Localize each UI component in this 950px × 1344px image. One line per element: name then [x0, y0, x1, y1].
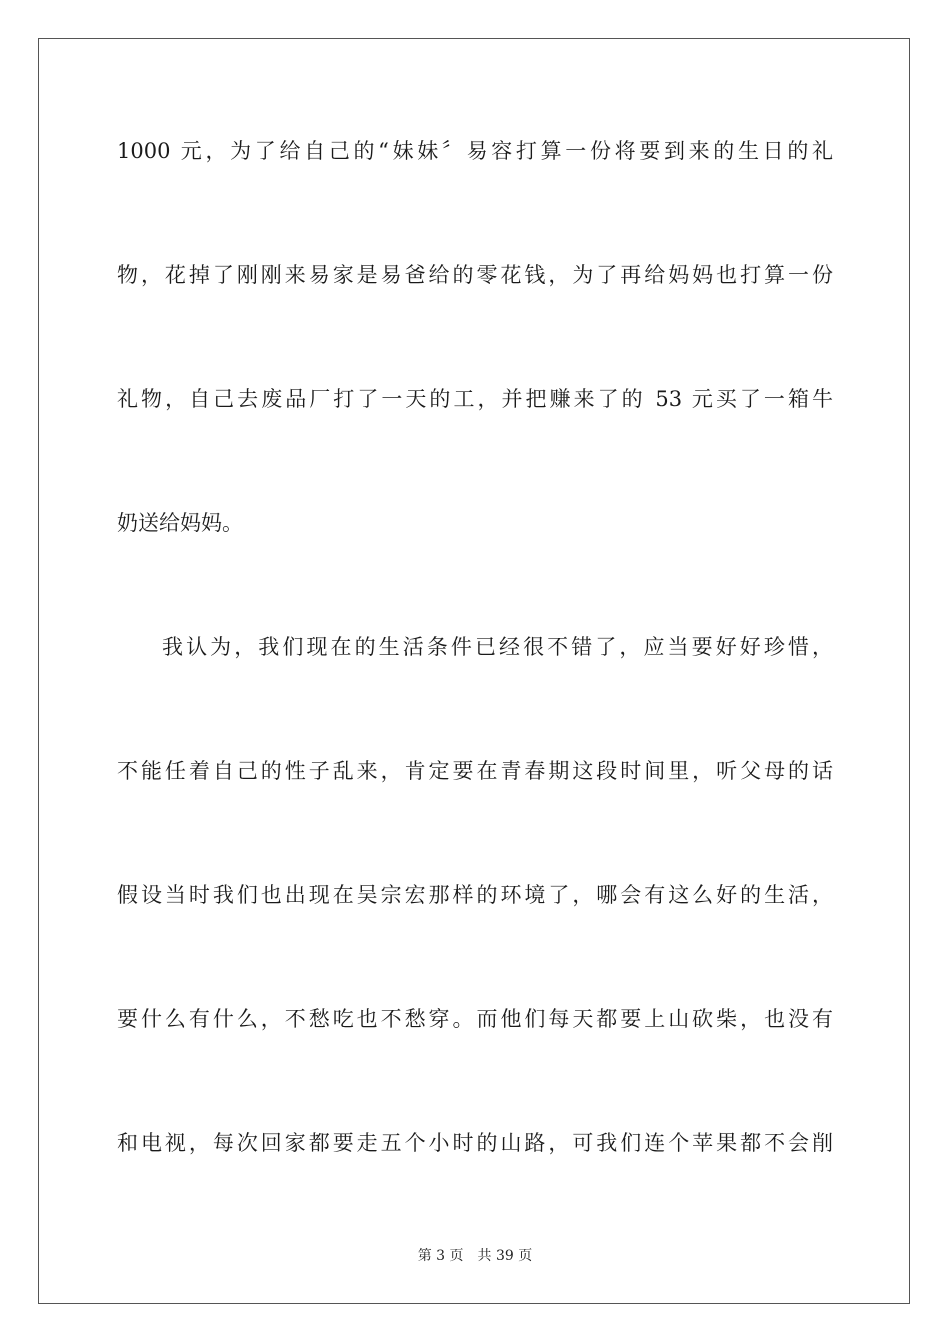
page-border [38, 38, 910, 1304]
text-line: 和电视，每次回家都要走五个小时的山路，可我们连个苹果都不会削 [117, 1131, 833, 1155]
text-line: 要什么有什么，不愁吃也不愁穿。而他们每天都要上山砍柴，也没有 [117, 1007, 833, 1031]
page-total: 共 39 页 [477, 1248, 533, 1264]
page-number: 第 3 页 [417, 1248, 464, 1264]
text-line: 奶送给妈妈。 [117, 511, 243, 535]
page-footer [0, 1246, 950, 1266]
text-line: 不能任着自己的性子乱来，肯定要在青春期这段时间里，听父母的话 [117, 759, 833, 783]
text-line: 1000 元，为了给自己的“妹妹〞易容打算一份将要到来的生日的礼 [117, 139, 833, 163]
text-line: 我认为，我们现在的生活条件已经很不错了，应当要好好珍惜， [162, 635, 833, 659]
text-line: 礼物，自己去废品厂打了一天的工，并把赚来了的 53 元买了一箱牛 [117, 387, 833, 411]
text-line: 假设当时我们也出现在吴宗宏那样的环境了，哪会有这么好的生活， [117, 883, 833, 907]
text-line: 物，花掉了刚刚来易家是易爸给的零花钱，为了再给妈妈也打算一份 [117, 263, 833, 287]
